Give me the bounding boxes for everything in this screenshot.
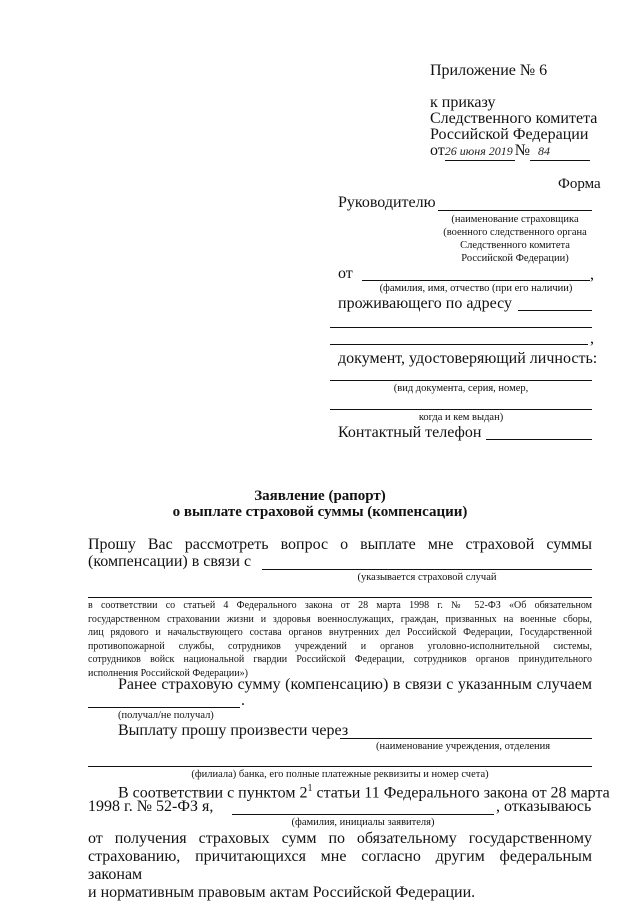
received-period: . <box>241 692 245 709</box>
payment-label: Выплату прошу произвести через <box>118 722 349 739</box>
committee-label: Следственного комитета <box>430 110 598 127</box>
final-paragraph <box>88 830 592 902</box>
institution-field-line[interactable] <box>340 738 592 739</box>
phone-label: Контактный телефон <box>338 424 482 441</box>
accordance-start: В соответствии с пунктом 2 <box>118 784 308 802</box>
address-label: проживающего по адресу <box>338 295 512 312</box>
law-line: исполнения Российской Федерации») <box>88 667 248 679</box>
head-hint-2: (военного следственного органа <box>443 227 587 238</box>
id-doc-field-line-2[interactable] <box>330 409 592 410</box>
received-hint: (получал/не получал) <box>118 710 214 721</box>
law-line: противопожарной службы, сотрудников учреждений и органов уголовно-исполнительной системы, <box>88 640 592 652</box>
institution-hint: (наименование учреждения, отделения <box>376 741 551 752</box>
head-field-line[interactable] <box>438 210 592 211</box>
received-field-line[interactable] <box>88 707 240 708</box>
applicant-name-field-line[interactable] <box>362 280 590 281</box>
para1-line-2: (компенсации) в связи с <box>88 553 252 570</box>
federation-label: Российской Федерации <box>430 126 589 143</box>
case-hint: (указывается страховой случай <box>357 572 497 583</box>
head-hint-1: (наименование страховщика <box>451 214 579 225</box>
document-title-line-2: о выплате страховой суммы (компенсации) <box>172 504 468 520</box>
law-citation <box>88 599 592 680</box>
case-field-line-2[interactable] <box>88 597 592 598</box>
address-field-line-3[interactable] <box>330 344 588 345</box>
law-line: лиц рядового и начальствующего состава органов внутренних дел Российской Федерации, Государственной <box>88 627 592 638</box>
superscript-one: 1 <box>307 783 313 794</box>
applicant-hint: (фамилия, инициалы заявителя) <box>291 817 435 828</box>
head-hint-4: Российской Федерации) <box>461 253 569 264</box>
law-ref: 1998 г. № 52-ФЗ я, <box>88 798 214 815</box>
to-order-label: к приказу <box>430 94 496 111</box>
case-field-line-1[interactable] <box>262 569 592 570</box>
id-doc-label: документ, удостоверяющий личность: <box>338 350 598 367</box>
form-label: Форма <box>558 176 601 192</box>
address-comma: , <box>590 330 594 347</box>
id-hint-2: когда и кем выдан) <box>418 412 504 423</box>
phone-field-line[interactable] <box>486 439 592 440</box>
from-prefix: от <box>430 142 445 159</box>
id-hint-1: (вид документа, серия, номер, <box>393 383 529 394</box>
document-title-line-1: Заявление (рапорт) <box>254 488 386 504</box>
order-number-handwritten: 84 <box>530 142 590 161</box>
final-line: и нормативным правовым актам Российской Федерации. <box>88 884 476 901</box>
address-field-line-2[interactable] <box>330 327 592 328</box>
number-sign: № <box>514 142 531 159</box>
name-comma: , <box>590 266 594 283</box>
from-label: от <box>338 265 353 282</box>
head-hint-3: Следственного комитета <box>460 240 570 251</box>
applicant-field-line[interactable] <box>232 814 494 815</box>
name-hint: (фамилия, имя, отчество (при его наличии) <box>379 283 573 294</box>
law-line: сотрудников войск национальной гвардии Российской Федерации, сотрудников органов принудительного <box>88 654 592 665</box>
address-field-line-1[interactable] <box>518 310 592 311</box>
final-line: страхованию, причитающихся мне согласно другим федеральным законам <box>88 848 592 883</box>
bank-hint: (филиала) банка, его полные платежные реквизиты и номер счета) <box>191 769 489 780</box>
final-line: от получения страховых сумм по обязательному государственному <box>88 830 592 847</box>
order-date-handwritten: 26 июня 2019 <box>445 142 515 161</box>
law-line: в соответствии со статьей 4 Федерального закона от 28 марта 1998 г. № 52-ФЗ «Об обязательном <box>88 600 592 611</box>
refuse-text: , отказываюсь <box>496 798 592 815</box>
bank-field-line[interactable] <box>88 766 592 767</box>
law-line: государственном страховании жизни и здоровья военнослужащих, граждан, призванных на военные сборы, <box>88 613 592 625</box>
para1-line-1: Прошу Вас рассмотреть вопрос о выплате мне страховой суммы <box>88 536 592 553</box>
previous-payment-line: Ранее страховую сумму (компенсацию) в связи с указанным случаем <box>118 676 592 693</box>
order-date-line <box>430 142 590 161</box>
id-doc-field-line-1[interactable] <box>330 380 592 381</box>
head-label: Руководителю <box>338 194 436 211</box>
accordance-rest: статьи 11 Федерального закона от 28 марта <box>312 784 610 802</box>
appendix-number: Приложение № 6 <box>430 62 548 79</box>
